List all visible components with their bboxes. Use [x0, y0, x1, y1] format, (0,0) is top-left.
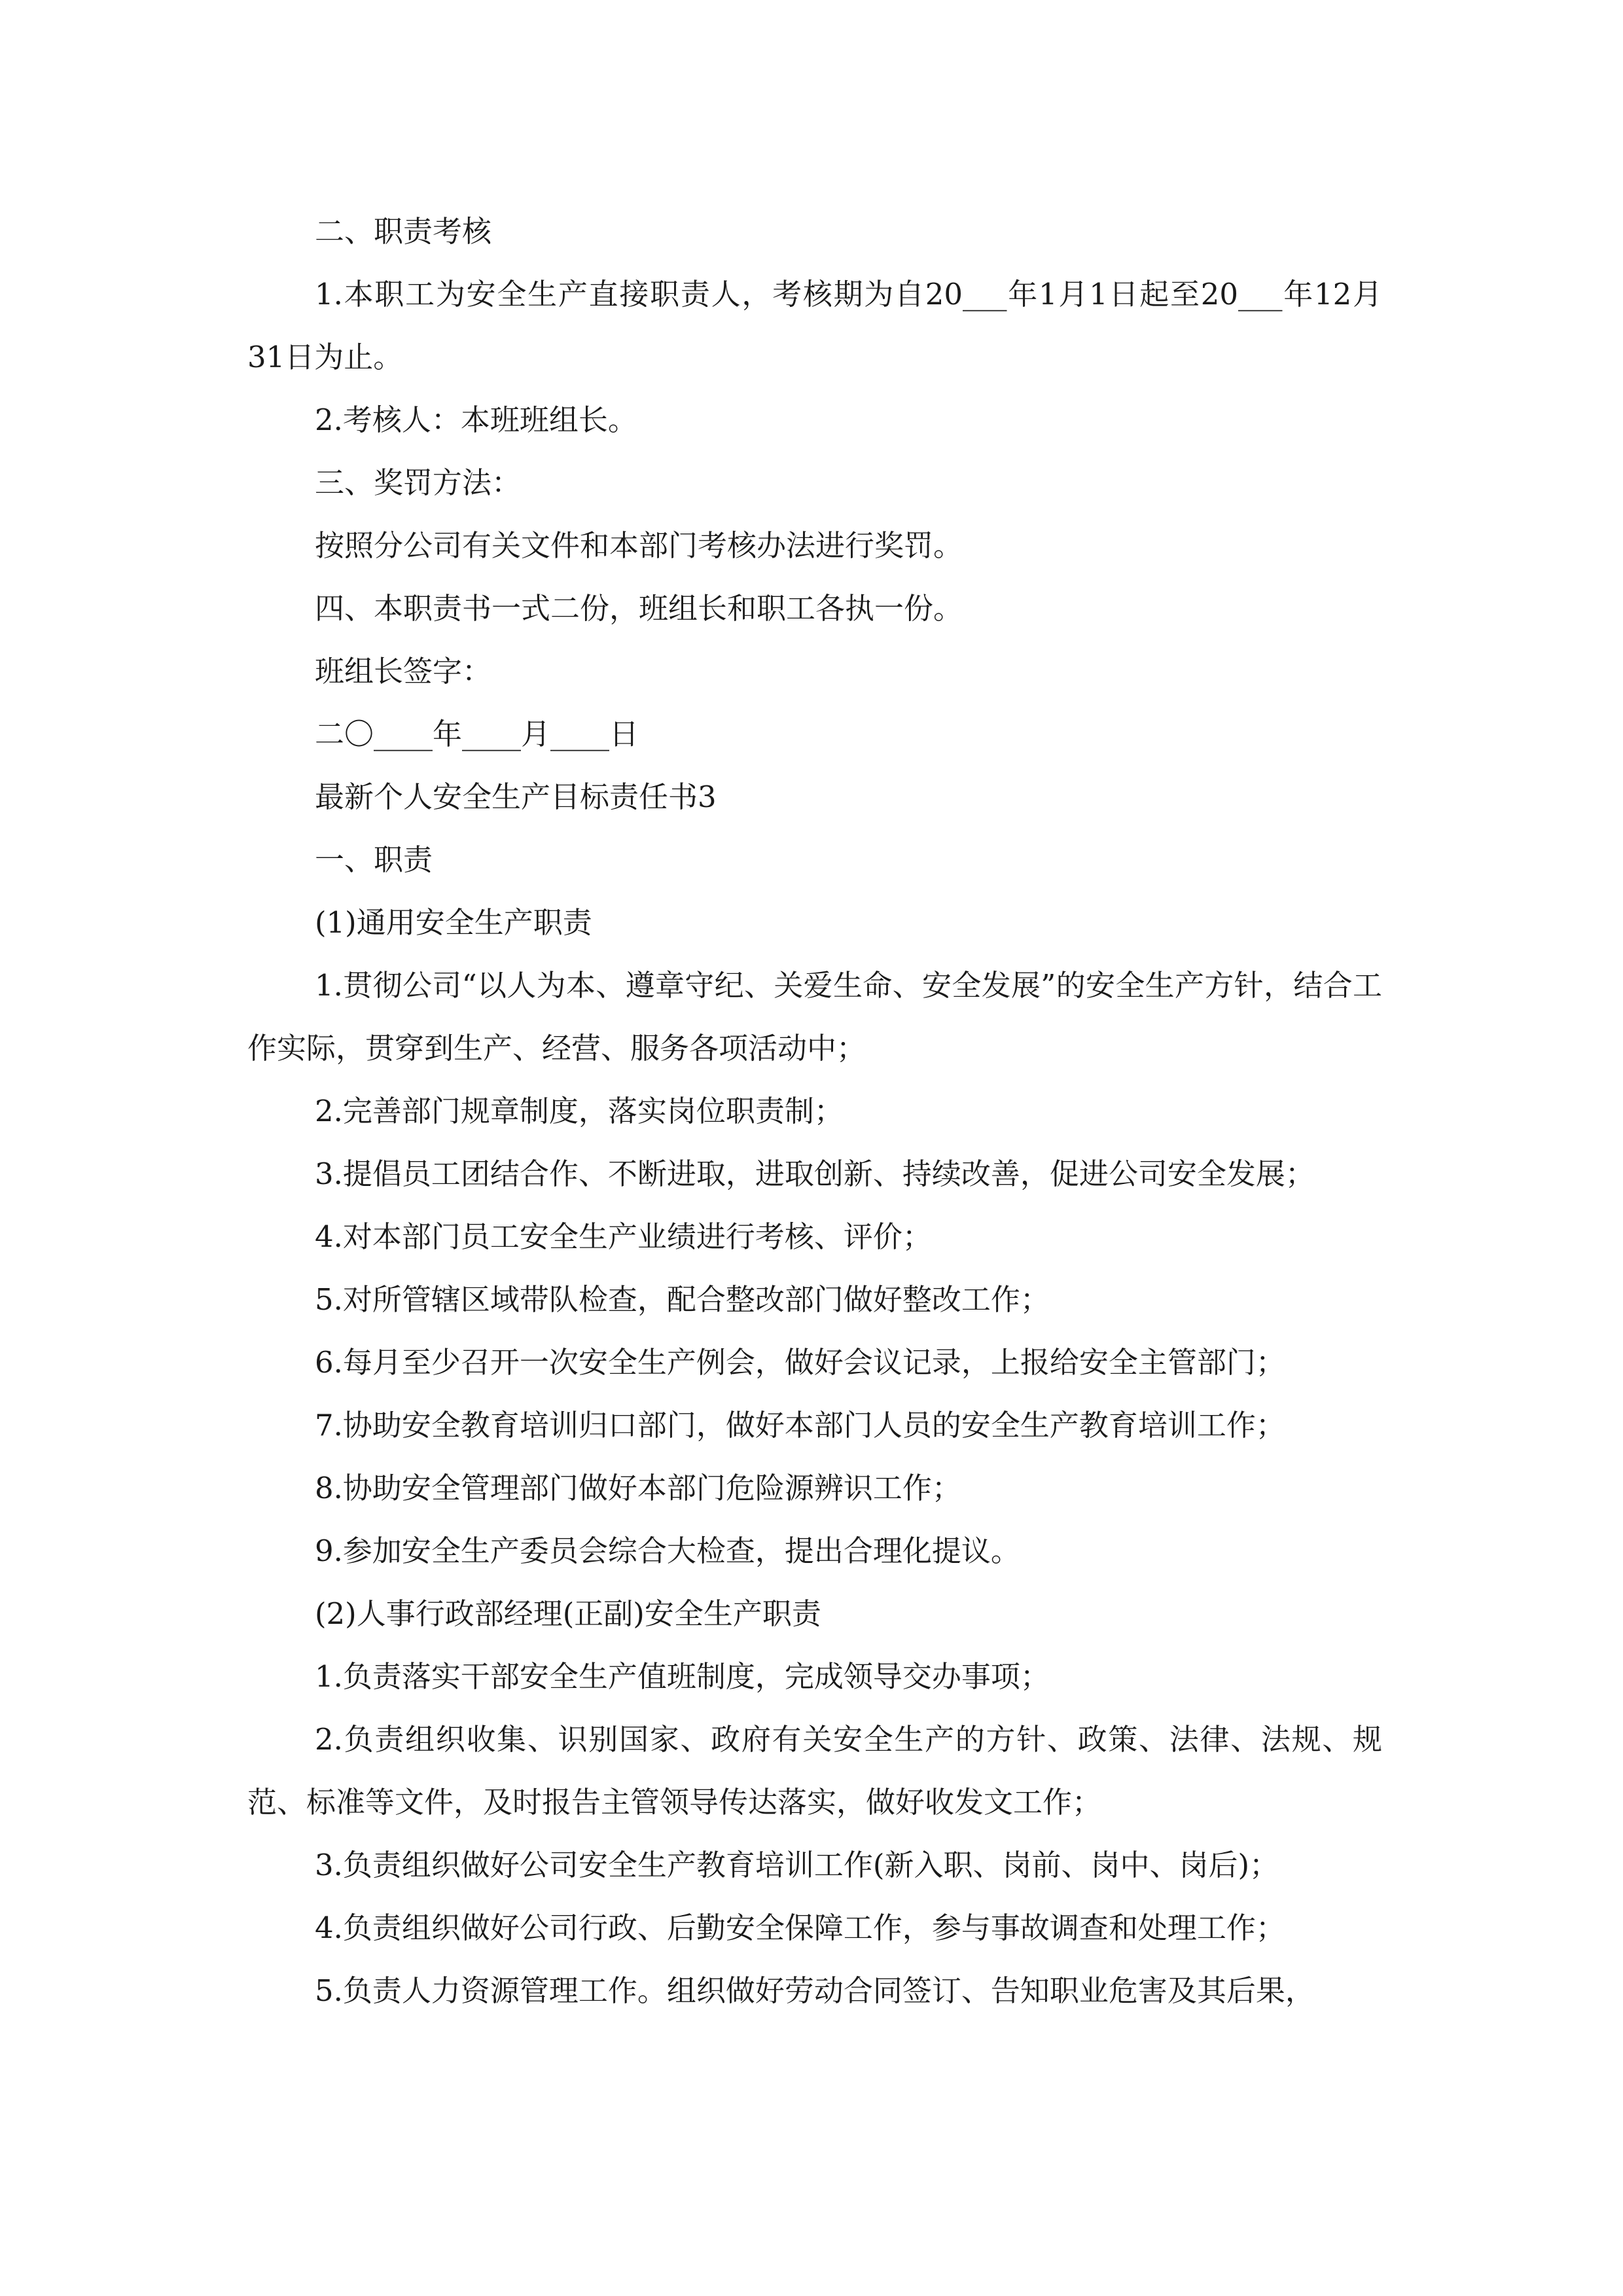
list-item: 4.负责组织做好公司行政、后勤安全保障工作，参与事故调查和处理工作；	[315, 1910, 1285, 1945]
list-item: 2.完善部门规章制度，落实岗位职责制；	[315, 1094, 844, 1128]
paragraph-assessor: 2.考核人：本班班组长。	[315, 403, 637, 437]
document-body	[247, 200, 1382, 2022]
list-item: 1.贯彻公司“以人为本、遵章守纪、关爱生命、安全发展”的安全生产方针，结合工作实际，贯穿到生产、经营、服务各项活动中；	[247, 968, 1382, 1066]
list-item: 5.负责人力资源管理工作。组织做好劳动合同签订、告知职业危害及其后果，	[315, 1973, 1315, 2008]
paragraph-rewards-method: 按照分公司有关文件和本部门考核办法进行奖罚。	[315, 528, 963, 563]
list-item: 2.负责组织收集、识别国家、政府有关安全生产的方针、政策、法律、法规、规范、标准等文件，及时报告主管领导传达落实，做好收发文工作；	[247, 1722, 1382, 1820]
document-title-3: 最新个人安全生产目标责任书3	[315, 780, 717, 814]
list-item: 4.对本部门员工安全生产业绩进行考核、评价；	[315, 1219, 932, 1254]
paragraph-assessment-period: 1.本职工为安全生产直接职责人，考核期为自20___年1月1日起至20___年12月31日为止。	[247, 277, 1382, 374]
list-item: 3.负责组织做好公司安全生产教育培训工作(新入职、岗前、岗中、岗后)；	[315, 1848, 1279, 1882]
list-item: 7.协助安全教育培训归口部门，做好本部门人员的安全生产教育培训工作；	[315, 1408, 1285, 1443]
section-heading-assessment: 二、职责考核	[315, 214, 492, 249]
list-item: 9.参加安全生产委员会综合大检查，提出合理化提议。	[315, 1534, 1020, 1568]
date-line: 二〇____年____月____日	[315, 717, 639, 751]
list-item: 6.每月至少召开一次安全生产例会，做好会议记录，上报给安全主管部门；	[315, 1345, 1285, 1380]
signature-line: 班组长签字：	[315, 654, 492, 689]
section-heading-duties: 一、职责	[315, 842, 433, 877]
list-item: 3.提倡员工团结合作、不断进取，进取创新、持续改善，促进公司安全发展；	[315, 1157, 1315, 1191]
list-item: 1.负责落实干部安全生产值班制度，完成领导交办事项；	[315, 1659, 1050, 1694]
section-heading-rewards: 三、奖罚方法：	[315, 465, 522, 500]
subsection-heading-hr-manager: (2)人事行政部经理(正副)安全生产职责	[315, 1596, 821, 1631]
list-item: 8.协助安全管理部门做好本部门危险源辨识工作；	[315, 1471, 961, 1505]
subsection-heading-general: (1)通用安全生产职责	[315, 905, 592, 940]
section-heading-copies: 四、本职责书一式二份，班组长和职工各执一份。	[315, 591, 963, 626]
list-item: 5.对所管辖区域带队检查，配合整改部门做好整改工作；	[315, 1282, 1050, 1317]
